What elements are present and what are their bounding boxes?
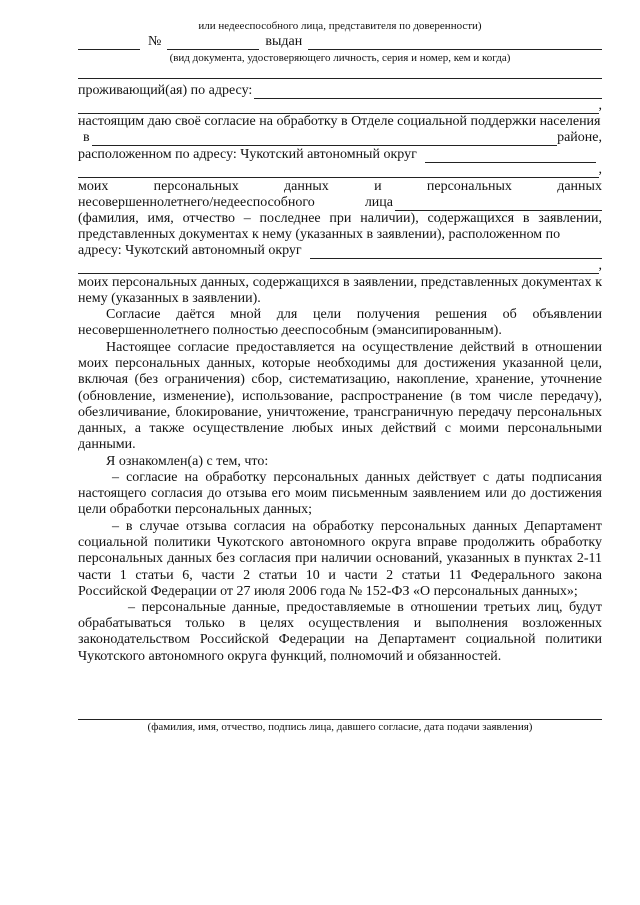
comma: , [598, 258, 602, 273]
consent-line: настоящим даю своё согласие на обработку в Отделе социальной поддержки населения [78, 114, 601, 129]
purpose-paragraph: Согласие даётся мной для цели получения решения об объявлении несовершеннолетнего полностью дееспособным (эмансипированным). [78, 307, 602, 339]
located-continuation-row [78, 162, 602, 178]
signature-caption: (фамилия, имя, отчество, подпись лица, давшего согласие, дата подачи заявления) [147, 721, 533, 733]
district-suffix: районе, [557, 130, 602, 145]
minor-words-row [78, 179, 602, 195]
document-row [78, 34, 602, 50]
acquainted-line: Я ознакомлен(а) с тем, что: [106, 454, 269, 469]
address-continuation-blank-2[interactable] [78, 261, 599, 274]
clause-validity: – согласие на обработку персональных данных действует с даты подписания настоящего согласия до отзыва его моим письменным заявлением или до достижения цели обработки персональных данных; [78, 470, 602, 518]
document-caption: (вид документа, удостоверяющего личность, серия и номер, кем и когда) [169, 52, 511, 64]
address-label: адресу: Чукотский автономный округ [78, 243, 302, 258]
minor-row [78, 195, 602, 211]
in-prefix: в [83, 130, 90, 145]
clause-withdrawal: – в случае отзыва согласия на обработку персональных данных Департамент социальной политики Чукотского автономного округа вправе продолжить обработку персональных данных без согласия при наличии оснований, указанных в пунктах 2-11 части 1 статьи 6, части 2 статьи 10 и части 2 статьи 11 Федерального закона Российской Федерации от 27 июля 2006 года № 152-ФЗ «О персональных данных»; [78, 519, 602, 599]
document-number-blank[interactable] [167, 37, 259, 50]
minor-name-blank[interactable] [395, 198, 602, 211]
signature-line[interactable] [78, 719, 602, 720]
header-caption: или недееспособного лица, представителя по доверенности) [198, 20, 482, 32]
issued-by-blank[interactable] [308, 37, 602, 50]
residing-row [78, 83, 602, 99]
comma: , [598, 98, 602, 113]
my-data-paragraph: моих персональных данных, содержащихся в заявлении, представленных документах к нему (указанных в заявлении). [78, 275, 602, 307]
issued-label: выдан [265, 34, 303, 49]
word: данных [284, 179, 329, 194]
address-continuation-row [78, 98, 602, 114]
clause-third-parties: – персональные данные, предоставляемые в отношении третьих лиц, будут обрабатываться только в целях осуществления и выполнения возложенных законодательством Российской Федерации на Департамент социальной политики Чукотского автономного округа функций, полномочий и обязанностей. [78, 600, 602, 664]
blank-line[interactable] [78, 78, 602, 79]
word: моих [78, 179, 109, 194]
located-continuation-blank[interactable] [78, 165, 599, 178]
located-label: расположенном по адресу: Чукотский автономный округ [78, 147, 417, 162]
consent-row [78, 114, 602, 130]
actions-paragraph: Настоящее согласие предоставляется на осуществление действий в отношении моих персональных данных, которые необходимы для достижения указанной цели, включая (без ограничения) сбор, систематизацию, накопление, хранение, уточнение (обновление, изменение), использование, распространение (в том числе передачу), обезличивание, блокирование, уничтожение, трансграничную передачу персональных данных, а также осуществление любых иных действий с моими персональными данными. [78, 340, 602, 453]
word: данных [557, 179, 602, 194]
address-continuation-row-2 [78, 258, 602, 274]
address-continuation-blank[interactable] [78, 101, 599, 114]
address-row [78, 243, 602, 259]
located-row [78, 147, 602, 163]
district-blank[interactable] [92, 133, 557, 146]
word: и [374, 179, 382, 194]
document-type-blank[interactable] [78, 37, 140, 50]
fio-paragraph: (фамилия, имя, отчество – последнее при наличии), содержащихся в заявлении, представленных документах к нему (указанных в заявлении), расположенном по [78, 211, 602, 243]
minor-label: несовершеннолетнего/недееспособного [78, 195, 315, 210]
word: персональных [426, 179, 512, 194]
residing-label: проживающий(ая) по адресу: [78, 83, 253, 98]
word: персональных [153, 179, 239, 194]
comma: , [598, 162, 602, 177]
number-sign: № [148, 34, 162, 49]
district-row [78, 130, 602, 146]
person-label: лица [364, 195, 393, 210]
